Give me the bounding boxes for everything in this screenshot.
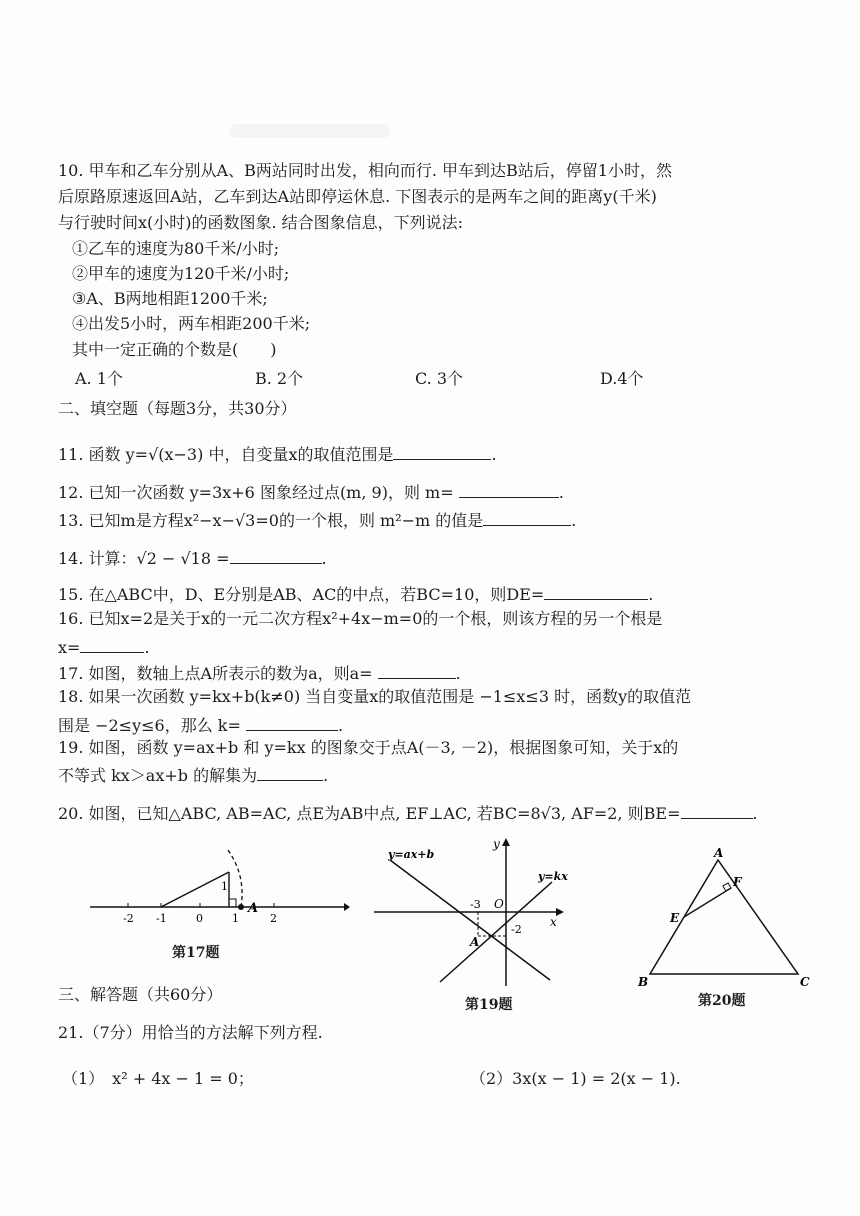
q14-text: 14. 计算：√2 − √18 = (58, 549, 230, 568)
q11-blank (393, 441, 491, 460)
q18-blank (246, 712, 338, 731)
q10-question: 其中一定正确的个数是( ) (72, 340, 277, 359)
fig19-y-arrow (502, 838, 510, 846)
q10-option-b: B. 2个 (255, 369, 304, 388)
q21-part1: （1） x² + 4x − 1 = 0； (62, 1069, 254, 1088)
q19-line1: 19. 如图，函数 y=ax+b 和 y=kx 的图象交于点A(－3, －2)，根据图象可知，关于x的 (58, 738, 679, 757)
q19-line2: 不等式 kx＞ax+b 的解集为 . (58, 762, 328, 787)
scan-smudge (230, 124, 390, 138)
fig20-triangle (630, 846, 820, 988)
q12-text: 12. 已知一次函数 y=3x+6 图象经过点(m, 9)，则 m= (58, 483, 454, 502)
q12-blank (459, 479, 559, 498)
fig17-arc (228, 850, 242, 907)
fig20-label-c: C (800, 975, 810, 988)
fig17-tick-label: 2 (270, 912, 277, 925)
q19-blank (257, 762, 323, 781)
fig17-caption: 第17题 (172, 945, 220, 961)
q10-statement-4: ④出发5小时，两车相距200千米; (72, 314, 311, 333)
q13: 13. 已知m是方程x²−x−√3=0的一个根，则 m²−m 的值是 . (58, 507, 576, 532)
fig19-label-y: y (493, 837, 500, 851)
fig20-label-a: A (714, 846, 724, 860)
fig19-label-x: x (550, 915, 557, 929)
q15-text: 15. 在△ABC中，D、E分别是AB、AC的中点，若BC=10，则DE= (58, 585, 545, 604)
q18-line2: 围是 −2≤y≤6，那么 k= . (58, 712, 343, 737)
q15: 15. 在△ABC中，D、E分别是AB、AC的中点，若BC=10，则DE= . (58, 581, 653, 606)
fig19-label-neg3: -3 (470, 898, 481, 911)
q20-blank (681, 800, 753, 819)
fig19-caption: 第19题 (465, 997, 513, 1013)
fig19-label-neg2: -2 (511, 923, 522, 936)
q10-option-c: C. 3个 (415, 369, 464, 388)
q17: 17. 如图，数轴上点A所表示的数为a，则a= . (58, 660, 461, 685)
q13-text: 13. 已知m是方程x²−x−√3=0的一个根，则 m²−m 的值是 (58, 511, 484, 530)
q21-part2: （2）3x(x − 1) = 2(x − 1). (470, 1069, 681, 1088)
fig19-line-ax-plus-b (390, 860, 550, 980)
fig17-number-line (86, 846, 350, 926)
q21-title: 21.（7分）用恰当的方法解下列方程. (58, 1023, 323, 1042)
q11-text: 11. 函数 y=√(x−3) 中，自变量x的取值范围是 (58, 445, 394, 464)
fig17-tick-label: 1 (232, 912, 239, 925)
q16-line2: x= . (58, 634, 150, 659)
fig17-label-a: A (248, 901, 259, 916)
q13-blank (483, 507, 571, 526)
fig20-label-e: E (670, 911, 680, 925)
q16-line1: 16. 已知x=2是关于x的一元二次方程x²+4x−m=0的一个根，则该方程的另一个根是 (58, 609, 663, 628)
q16-text: x= (58, 638, 81, 657)
q20-text: 20. 如图，已知△ABC, AB=AC, 点E为AB中点, EF⊥AC, 若BC=8√3, AF=2, 则BE= (58, 804, 681, 823)
fig17-tick-label: -2 (123, 912, 134, 925)
q16-blank (80, 634, 144, 653)
fig17-tick-label: -1 (156, 912, 167, 925)
fig17-tick-label: 0 (196, 912, 203, 925)
q12: 12. 已知一次函数 y=3x+6 图象经过点(m, 9)，则 m= . (58, 479, 564, 504)
q14-blank (230, 545, 322, 564)
q19-text: 不等式 kx＞ax+b 的解集为 (58, 766, 258, 785)
fig20-segment-ef (684, 888, 731, 917)
q11: 11. 函数 y=√(x−3) 中，自变量x的取值范围是 . (58, 441, 497, 466)
q10-statement-2: ②甲车的速度为120千米/小时; (72, 264, 290, 283)
fig17-axis-arrow (344, 903, 350, 911)
q18-text: 围是 −2≤y≤6，那么 k= (58, 716, 241, 735)
q10-statement-1: ①乙车的速度为80千米/小时; (72, 239, 280, 258)
q10-line1: 10. 甲车和乙车分别从A、B两站同时出发，相向而行. 甲车到达B站后，停留1小时，然 (58, 161, 672, 180)
q10-line2: 后原路原速返回A站，乙车到达A站即停运休息. 下图表示的是两车之间的距离y(千米) (58, 187, 657, 206)
section-answer-title: 三、解答题（共60分） (58, 985, 223, 1004)
fig19-label-line2: y=kx (538, 870, 568, 883)
fig20-label-b: B (638, 975, 649, 988)
q20: 20. 如图，已知△ABC, AB=AC, 点E为AB中点, EF⊥AC, 若BC=8√3, AF=2, 则BE= . (58, 800, 758, 825)
fig19-x-arrow (556, 908, 564, 916)
q15-blank (544, 581, 648, 600)
fig17-point-a (238, 904, 244, 910)
fig17-hypotenuse (161, 872, 229, 907)
section-fill-in-title: 二、填空题（每题3分，共30分） (58, 399, 297, 418)
fig19-label-line1: y=ax+b (388, 848, 435, 861)
fig19-label-a: A (470, 935, 480, 949)
fig20-caption: 第20题 (698, 993, 746, 1009)
q18-line1: 18. 如果一次函数 y=kx+b(k≠0) 当自变量x的取值范围是 −1≤x≤3 时，函数y的取值范 (58, 687, 692, 706)
q10-option-a: A. 1个 (75, 369, 123, 388)
fig17-right-angle (229, 899, 236, 907)
q14: 14. 计算：√2 − √18 = . (58, 545, 327, 570)
q10-statement-3: ③A、B两地相距1200千米; (72, 289, 268, 308)
fig17-side-label: 1 (221, 880, 228, 893)
fig19-label-origin: O (494, 897, 504, 911)
fig19-graph (370, 836, 570, 988)
q10-line3: 与行驶时间x(小时)的函数图象. 结合图象信息，下列说法: (58, 213, 464, 232)
q17-text: 17. 如图，数轴上点A所表示的数为a，则a= (58, 664, 373, 683)
q17-blank (378, 660, 456, 679)
q10-option-d: D.4个 (600, 369, 644, 388)
fig20-label-f: F (733, 875, 742, 889)
